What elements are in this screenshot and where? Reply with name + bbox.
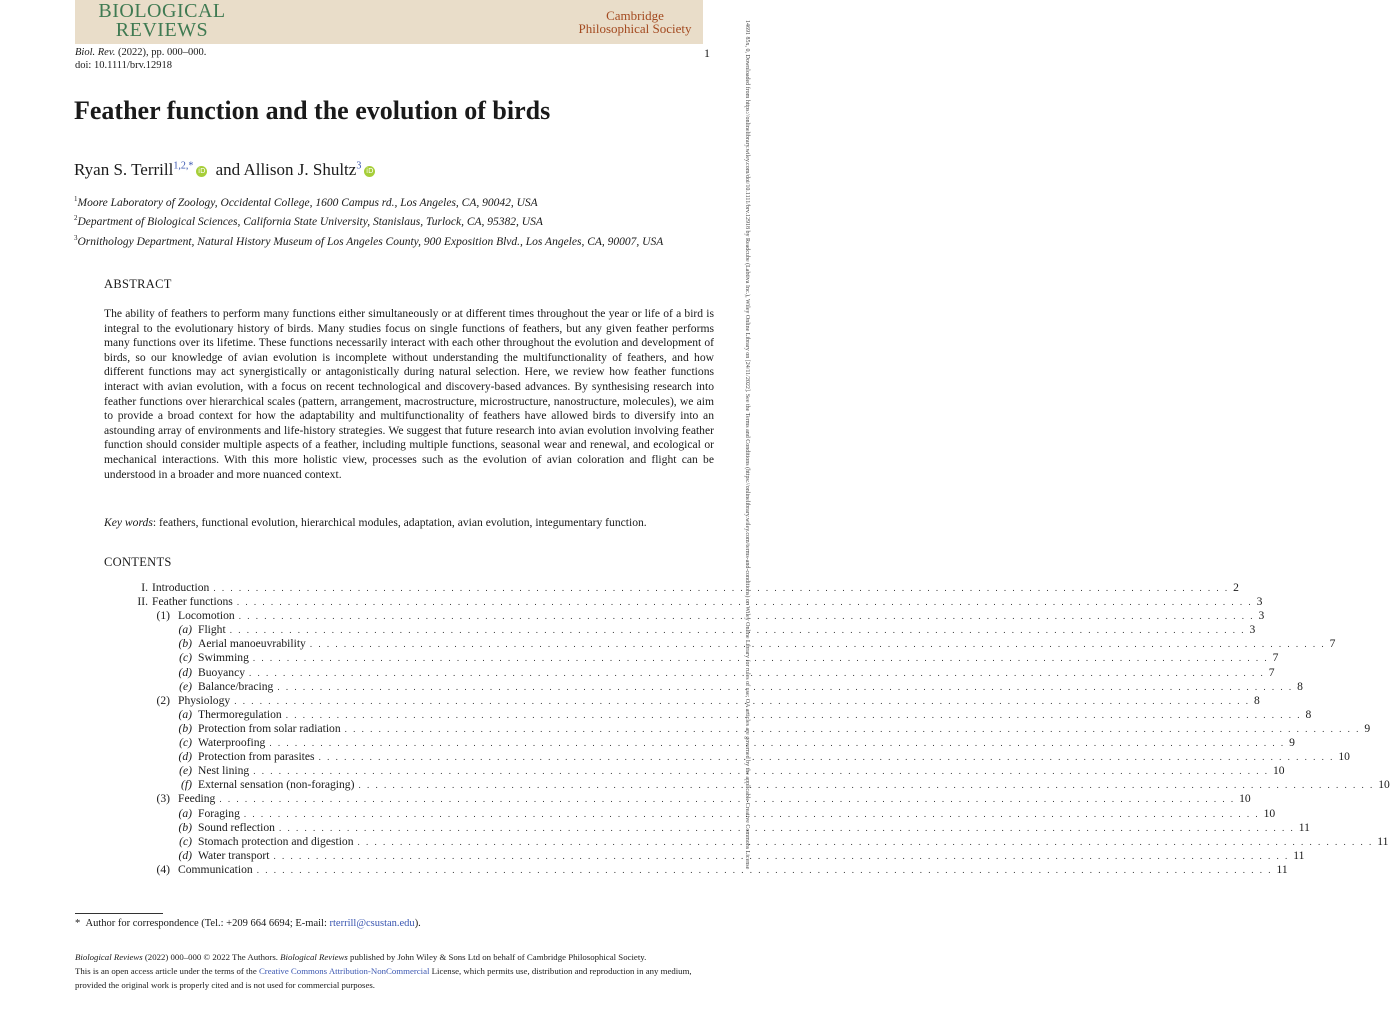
article-title: Feather function and the evolution of birds [74, 96, 551, 125]
toc-leader-dots: . . . . . . . . . . . . . . . . . . . . . . . . . . . . . . . . . . . . . . . . . . . . . . . . . . . . . . . . . . . . . . . . . . . . . . . . . . . . . . . . . . . . . . . . . . . . . . . . . . . . . . . . . . . . . . . . . . . . . . . . [229, 625, 1246, 636]
license-link[interactable]: Creative Commons Attribution-NonCommercial [258, 966, 430, 976]
author-line [74, 160, 379, 180]
page-number: 1 [704, 46, 710, 60]
download-notice-text: 14691 85x, 0, Downloaded from https://onlinelibrary.wiley.com/doi/10.1111/brv.12918 by Readcube (Labtiva Inc.), Wiley Online Library on [24/11/2022]. See the Terms and Conditions (https://onlinelibrary.wiley.com/terms-and-conditions) on Wiley Online Library for rules of use; OA articles are governed by the applicable Creative Commons License [744, 20, 750, 870]
society-logo[interactable] [560, 9, 710, 35]
toc-entry-label: Introduction [152, 581, 210, 594]
abstract-heading: ABSTRACT [104, 277, 172, 291]
toc-entry-number: (b) [178, 820, 192, 834]
toc-leader-dots: . . . . . . . . . . . . . . . . . . . . . . . . . . . . . . . . . . . . . . . . . . . . . . . . . . . . . . . . . . . . . . . . . . . . . . . . . . . . . . . . . . . . . . . . . . . . . . . . . . . . . . . . . . . . . . . . . . . . . . . . [269, 738, 1286, 749]
toc-entry-page: 10 [1263, 806, 1276, 820]
license-text: (2022) 000–000 © 2022 The Authors. [142, 952, 281, 962]
toc-entry-page: 7 [1329, 637, 1336, 651]
footnote-close: ). [414, 918, 421, 929]
toc-entry-number: (a) [178, 806, 192, 820]
keywords-text: : feathers, functional evolution, hierarchical modules, adaptation, avian evolution, integumentary function. [152, 516, 647, 529]
toc-entry[interactable] [104, 651, 1279, 665]
toc-entry[interactable] [104, 764, 1285, 778]
footnote-rule [75, 913, 163, 914]
toc-entry-number: (c) [179, 834, 192, 848]
toc-entry-label: Communication [178, 862, 253, 876]
toc-entry-page: 9 [1364, 721, 1371, 735]
toc-entry[interactable] [104, 693, 1260, 708]
license-text: License, which permits use, distribution and reproduction in any medium, provided the original work is properly cited and is not used for commercial purposes. [75, 966, 692, 990]
toc-entry-number: (c) [179, 736, 192, 750]
citation-details: (2022), pp. 000–000. [115, 47, 207, 58]
toc-leader-dots: . . . . . . . . . . . . . . . . . . . . . . . . . . . . . . . . . . . . . . . . . . . . . . . . . . . . . . . . . . . . . . . . . . . . . . . . . . . . . . . . . . . . . . . . . . . . . . . . . . . . . . . . . . . . . . . . . . . . . . . . [252, 653, 1269, 664]
toc-entry-page: 9 [1289, 736, 1295, 750]
toc-entry[interactable] [104, 707, 1312, 722]
email-link[interactable]: rterrill@csustan.edu [329, 918, 415, 929]
toc-leader-dots: . . . . . . . . . . . . . . . . . . . . . . . . . . . . . . . . . . . . . . . . . . . . . . . . . . . . . . . . . . . . . . . . . . . . . . . . . . . . . . . . . . . . . . . . . . . . . . . . . . . . . . . . . . . . . . . . . . . . . . . . [278, 822, 1295, 833]
toc-entry-number: (f) [181, 778, 192, 792]
author-affiliation-marks[interactable]: 3 [356, 160, 362, 172]
society-logo-line2: Philosophical Society [578, 21, 692, 36]
toc-entry-label: Sound reflection [198, 820, 275, 834]
footnote-text: Author for correspondence (Tel.: +209 664 6694; E-mail: [85, 918, 330, 929]
orcid-icon[interactable]: iD [366, 167, 374, 175]
toc-entry-label: External sensation (non-foraging) [198, 778, 355, 792]
affiliation-number: 2 [74, 214, 78, 223]
table-of-contents [104, 581, 1390, 877]
toc-entry-label: Thermoregulation [198, 707, 282, 721]
toc-entry[interactable] [104, 665, 1275, 680]
toc-leader-dots: . . . . . . . . . . . . . . . . . . . . . . . . . . . . . . . . . . . . . . . . . . . . . . . . . . . . . . . . . . . . . . . . . . . . . . . . . . . . . . . . . . . . . . . . . . . . . . . . . . . . . . . . . . . . . . . . . . . . . . . . [249, 667, 1265, 678]
affiliations [74, 192, 663, 250]
toc-entry-number: (a) [178, 623, 192, 637]
toc-entry-label: Balance/bracing [198, 679, 274, 693]
license-journal: Biological Reviews [280, 952, 348, 962]
affiliation-number: 3 [74, 233, 78, 242]
toc-entry-number: (3) [156, 792, 170, 806]
affiliation-item [74, 231, 663, 250]
toc-entry-number: (1) [156, 609, 170, 623]
toc-entry-number: (b) [178, 721, 192, 735]
toc-leader-dots: . . . . . . . . . . . . . . . . . . . . . . . . . . . . . . . . . . . . . . . . . . . . . . . . . . . . . . . . . . . . . . . . . . . . . . . . . . . . . . . . . . . . . . . . . . . . . . . . . . . . . . . . . . . . . . . . . . . . . . . . [213, 583, 1230, 593]
toc-entry-number: II. [137, 595, 148, 609]
toc-leader-dots: . . . . . . . . . . . . . . . . . . . . . . . . . . . . . . . . . . . . . . . . . . . . . . . . . . . . . . . . . . . . . . . . . . . . . . . . . . . . . . . . . . . . . . . . . . . . . . . . . . . . . . . . . . . . . . . . . . . . . . . . [285, 709, 1302, 720]
toc-leader-dots: . . . . . . . . . . . . . . . . . . . . . . . . . . . . . . . . . . . . . . . . . . . . . . . . . . . . . . . . . . . . . . . . . . . . . . . . . . . . . . . . . . . . . . . . . . . . . . . . . . . . . . . . . . . . . . . . . . . . . . . . [219, 794, 1236, 805]
citation-journal: Biol. Rev. [75, 47, 116, 58]
toc-entry-page: 11 [1276, 862, 1288, 876]
toc-entry[interactable] [104, 750, 1350, 764]
journal-logo-line1: BIOLOGICAL [98, 0, 226, 22]
citation-block [75, 46, 206, 72]
toc-entry-label: Physiology [178, 693, 231, 707]
correspondence-footnote [75, 918, 421, 929]
toc-entry[interactable] [104, 848, 1305, 863]
toc-entry[interactable] [104, 679, 1303, 694]
toc-entry-label: Flight [198, 623, 226, 637]
toc-entry-page: 7 [1268, 665, 1275, 679]
abstract-text: The ability of feathers to perform many functions either simultaneously or at different times throughout the year or life of a bird is integral to the evolutionary history of birds. Many studies focus on single functions of feathers, but any given feather performs many functions over its lifetime. These functions necessarily interact with each other throughout the evolution and development of birds, so our knowledge of avian evolution is incomplete without understanding the multifunctionality of feathers, and how different functions may act synergistically or antagonistically during natural selection. Here, we review how feather functions interact with avian evolution, with a focus on recent technological and discovery-based advances. By synthesising research into feather functions over hierarchical scales (pattern, arrangement, macrostructure, microstructure, nanostructure, molecules), we aim to provide a broad context for how the adaptability and multifunctionality of feathers have allowed birds to diversify into an astounding array of environments and life-history strategies. We suggest that future research into avian evolution involving feather function should consider multiple aspects of a feather, including multiple functions, seasonal wear and renewal, and ecological or mechanical interactions. With this more holistic view, processes such as the evolution of avian coloration and flight can be understood in a broader and more nuanced context. [104, 307, 714, 481]
affiliation-item [74, 192, 663, 211]
toc-entry-page: 10 [1239, 792, 1251, 806]
toc-entry-page: 3 [1256, 595, 1263, 609]
toc-entry[interactable] [104, 778, 1390, 792]
toc-leader-dots: . . . . . . . . . . . . . . . . . . . . . . . . . . . . . . . . . . . . . . . . . . . . . . . . . . . . . . . . . . . . . . . . . . . . . . . . . . . . . . . . . . . . . . . . . . . . . . . . . . . . . . . . . . . . . . . . . . . . . . . . [238, 611, 1255, 622]
toc-entry[interactable] [104, 623, 1256, 637]
toc-entry[interactable] [104, 820, 1310, 835]
toc-leader-dots: . . . . . . . . . . . . . . . . . . . . . . . . . . . . . . . . . . . . . . . . . . . . . . . . . . . . . . . . . . . . . . . . . . . . . . . . . . . . . . . . . . . . . . . . . . . . . . . . . . . . . . . . . . . . . . . . . . . . . . . . [236, 597, 1253, 608]
toc-entry-page: 10 [1272, 764, 1285, 778]
toc-entry-label: Swimming [198, 651, 249, 665]
toc-entry[interactable] [104, 862, 1288, 877]
contents-heading: CONTENTS [104, 555, 172, 569]
toc-entry-label: Buoyancy [198, 665, 246, 679]
toc-entry-page: 11 [1293, 848, 1305, 862]
journal-logo[interactable] [92, 2, 232, 40]
toc-entry-label: Feeding [178, 792, 216, 806]
affiliation-item [74, 211, 663, 230]
toc-entry-label: Protection from solar radiation [198, 721, 341, 735]
author-conjunction: and [211, 160, 244, 179]
keywords-label: Key words [104, 516, 153, 529]
toc-entry-page: 8 [1305, 707, 1312, 721]
doi[interactable]: doi: 10.1111/brv.12918 [75, 60, 173, 71]
toc-leader-dots: . . . . . . . . . . . . . . . . . . . . . . . . . . . . . . . . . . . . . . . . . . . . . . . . . . . . . . . . . . . . . . . . . . . . . . . . . . . . . . . . . . . . . . . . . . . . . . . . . . . . . . . . . . . . . . . . . . . . . . . . [256, 864, 1273, 875]
toc-leader-dots: . . . . . . . . . . . . . . . . . . . . . . . . . . . . . . . . . . . . . . . . . . . . . . . . . . . . . . . . . . . . . . . . . . . . . . . . . . . . . . . . . . . . . . . . . . . . . . . . . . . . . . . . . . . . . . . . . . . . . . . . [234, 695, 1250, 706]
toc-entry[interactable] [104, 595, 1263, 609]
toc-entry-number: (d) [178, 848, 192, 862]
toc-entry-label: Aerial manoeuvrability [198, 637, 306, 651]
toc-entry-page: 10 [1378, 778, 1390, 792]
toc-entry-page: 11 [1377, 834, 1389, 848]
author-name[interactable]: Ryan S. Terrill [74, 160, 174, 179]
affiliation-text: Ornithology Department, Natural History Museum of Los Angeles County, 900 Exposition Blvd., Los Angeles, CA, 90007, USA [77, 235, 664, 248]
toc-entry-label: Waterproofing [198, 736, 266, 750]
society-logo-line1: Cambridge [606, 8, 664, 23]
toc-entry-label: Nest lining [198, 764, 250, 778]
toc-entry-number: (a) [178, 707, 192, 721]
toc-leader-dots: . . . . . . . . . . . . . . . . . . . . . . . . . . . . . . . . . . . . . . . . . . . . . . . . . . . . . . . . . . . . . . . . . . . . . . . . . . . . . . . . . . . . . . . . . . . . . . . . . . . . . . . . . . . . . . . . . . . . . . . . [277, 681, 1294, 692]
license-text: This is an open access article under the terms of the [75, 966, 259, 976]
toc-entry[interactable] [104, 637, 1336, 651]
toc-entry[interactable] [104, 792, 1251, 806]
toc-entry-page: 3 [1249, 623, 1256, 637]
toc-entry[interactable] [104, 834, 1389, 849]
toc-entry-label: Foraging [198, 806, 240, 820]
toc-entry-page: 10 [1338, 750, 1350, 764]
toc-entry[interactable] [104, 721, 1371, 736]
toc-entry-page: 8 [1297, 679, 1303, 693]
toc-leader-dots: . . . . . . . . . . . . . . . . . . . . . . . . . . . . . . . . . . . . . . . . . . . . . . . . . . . . . . . . . . . . . . . . . . . . . . . . . . . . . . . . . . . . . . . . . . . . . . . . . . . . . . . . . . . . . . . . . . . . . . . . [253, 766, 1269, 777]
toc-entry-number: (d) [178, 750, 192, 764]
toc-entry-page: 3 [1258, 609, 1265, 623]
toc-leader-dots: . . . . . . . . . . . . . . . . . . . . . . . . . . . . . . . . . . . . . . . . . . . . . . . . . . . . . . . . . . . . . . . . . . . . . . . . . . . . . . . . . . . . . . . . . . . . . . . . . . . . . . . . . . . . . . . . . . . . . . . . [358, 780, 1375, 791]
toc-entry[interactable] [104, 609, 1265, 623]
toc-entry-page: 8 [1253, 693, 1260, 707]
toc-leader-dots: . . . . . . . . . . . . . . . . . . . . . . . . . . . . . . . . . . . . . . . . . . . . . . . . . . . . . . . . . . . . . . . . . . . . . . . . . . . . . . . . . . . . . . . . . . . . . . . . . . . . . . . . . . . . . . . . . . . . . . . . [243, 808, 1260, 819]
toc-entry-number: (4) [156, 862, 170, 876]
toc-entry[interactable] [104, 736, 1295, 750]
toc-entry-number: (e) [179, 679, 192, 693]
affiliation-text: Moore Laboratory of Zoology, Occidental College, 1600 Campus rd., Los Angeles, CA, 90042, USA [77, 196, 538, 209]
toc-entry-label: Water transport [198, 848, 270, 862]
license-statement [75, 950, 717, 992]
toc-entry-number: I. [141, 581, 148, 594]
toc-leader-dots: . . . . . . . . . . . . . . . . . . . . . . . . . . . . . . . . . . . . . . . . . . . . . . . . . . . . . . . . . . . . . . . . . . . . . . . . . . . . . . . . . . . . . . . . . . . . . . . . . . . . . . . . . . . . . . . . . . . . . . . . [273, 850, 1290, 861]
toc-leader-dots: . . . . . . . . . . . . . . . . . . . . . . . . . . . . . . . . . . . . . . . . . . . . . . . . . . . . . . . . . . . . . . . . . . . . . . . . . . . . . . . . . . . . . . . . . . . . . . . . . . . . . . . . . . . . . . . . . . . . . . . . [318, 752, 1335, 763]
toc-entry-page: 11 [1298, 820, 1310, 834]
toc-entry-number: (d) [178, 665, 192, 679]
toc-entry-number: (c) [179, 651, 192, 665]
journal-logo-line2: REVIEWS [115, 19, 209, 41]
affiliation-text: Department of Biological Sciences, California State University, Stanislaus, Turlock, CA, 95382, USA [77, 216, 543, 229]
toc-entry[interactable] [104, 581, 1239, 595]
keywords [104, 516, 724, 529]
toc-entry-label: Locomotion [178, 609, 235, 623]
footnote-marker: * [75, 918, 81, 929]
toc-leader-dots: . . . . . . . . . . . . . . . . . . . . . . . . . . . . . . . . . . . . . . . . . . . . . . . . . . . . . . . . . . . . . . . . . . . . . . . . . . . . . . . . . . . . . . . . . . . . . . . . . . . . . . . . . . . . . . . . . . . . . . . . [357, 836, 1374, 847]
toc-entry-page: 7 [1272, 651, 1279, 665]
author-affiliation-marks[interactable]: 1,2,* [173, 160, 194, 172]
toc-entry[interactable] [104, 806, 1276, 821]
toc-entry-page: 2 [1233, 581, 1239, 594]
toc-entry-number: (e) [179, 764, 192, 778]
toc-entry-label: Stomach protection and digestion [198, 834, 354, 848]
license-journal: Biological Reviews [75, 952, 143, 962]
toc-entry-number: (2) [156, 693, 170, 707]
orcid-icon[interactable]: iD [198, 167, 206, 175]
affiliation-number: 1 [74, 195, 78, 203]
toc-entry-label: Feather functions [152, 595, 233, 609]
author-name[interactable]: Allison J. Shultz [243, 160, 357, 179]
toc-entry-number: (b) [178, 637, 192, 651]
toc-entry-label: Protection from parasites [198, 750, 315, 764]
toc-leader-dots: . . . . . . . . . . . . . . . . . . . . . . . . . . . . . . . . . . . . . . . . . . . . . . . . . . . . . . . . . . . . . . . . . . . . . . . . . . . . . . . . . . . . . . . . . . . . . . . . . . . . . . . . . . . . . . . . . . . . . . . . [344, 723, 1361, 734]
toc-leader-dots: . . . . . . . . . . . . . . . . . . . . . . . . . . . . . . . . . . . . . . . . . . . . . . . . . . . . . . . . . . . . . . . . . . . . . . . . . . . . . . . . . . . . . . . . . . . . . . . . . . . . . . . . . . . . . . . . . . . . . . . . [309, 639, 1326, 650]
license-text: published by John Wiley & Sons Ltd on behalf of Cambridge Philosophical Society. [347, 952, 647, 962]
